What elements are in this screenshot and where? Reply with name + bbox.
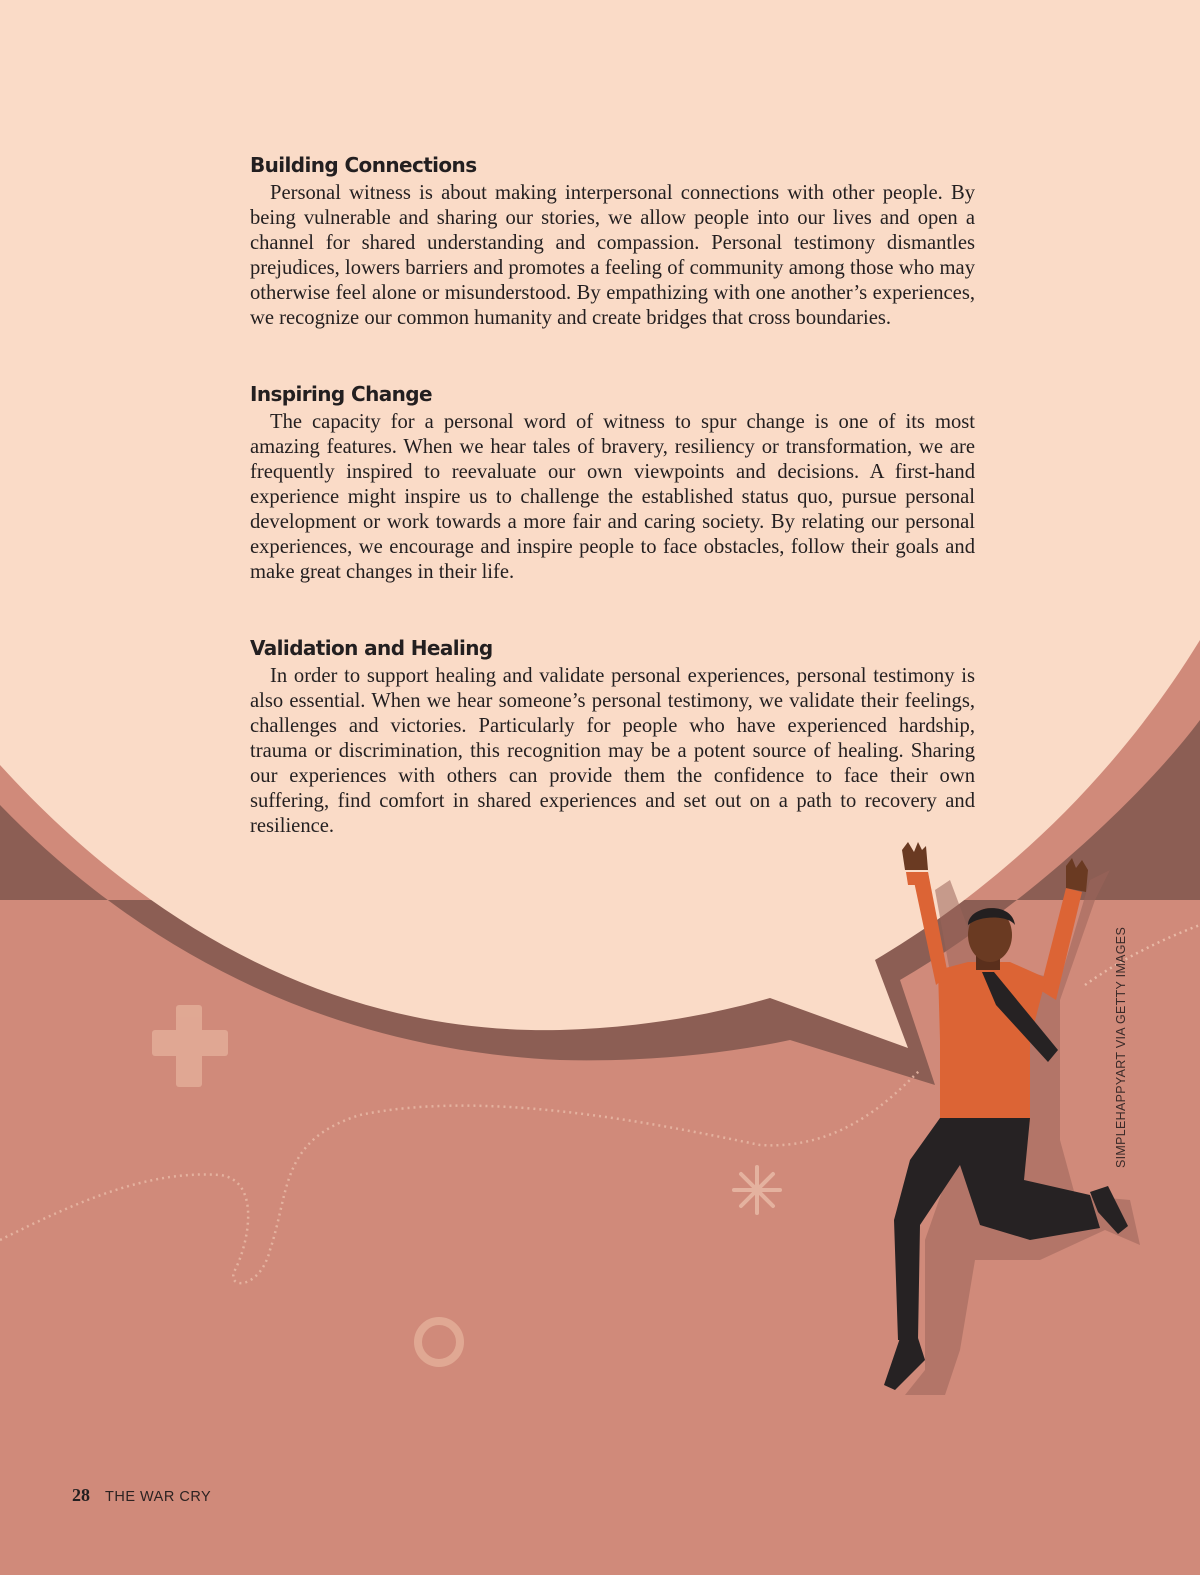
section-inspiring-change	[250, 381, 975, 585]
section-body: The capacity for a personal word of witness to spur change is one of its most amazing features. When we hear tales of bravery, resiliency or transformation, we are frequently inspired to reevaluate our own viewpoints and decisions. A first-hand experience might inspire us to challenge the established status quo, pursue personal development or work towards a more fair and caring society. By relating our personal experiences, we encourage and inspire people to face obstacles, follow their goals and make great changes in their life.	[250, 411, 975, 583]
section-body: Personal witness is about making interpersonal connections with other people. By being vulnerable and sharing our stories, we allow people into our lives and open a channel for shared understanding and compassion. Personal testimony dismantles prejudices, lowers barriers and promotes a feeling of community among those who may otherwise feel alone or misunderstood. By empathizing with one another’s experiences, we recognize our common humanity and create bridges that cross boundaries.	[250, 182, 975, 329]
section-validation-and-healing	[250, 635, 975, 839]
section-body: In order to support healing and validate personal experiences, personal testimony is also essential. When we hear someone’s personal testimony, we validate their feelings, challenges and victories. Particularly for people who have experienced hardship, trauma or discrimination, this recognition may be a potent source of healing. Sharing our experiences with others can provide them the confidence to face their own suffering, find comfort in shared experiences and set out on a path to recovery and resilience.	[250, 665, 975, 837]
photo-credit: SIMPLEHAPPYART VIA GETTY IMAGES	[1114, 926, 1128, 1168]
page-footer	[72, 1485, 211, 1506]
asterisk-decoration	[734, 1167, 780, 1213]
magazine-name: THE WAR CRY	[105, 1489, 212, 1505]
section-building-connections	[250, 152, 975, 331]
page-number: 28	[72, 1485, 90, 1505]
article-content	[250, 152, 975, 889]
section-heading: Validation and Healing	[250, 636, 493, 660]
section-heading: Building Connections	[250, 153, 477, 177]
section-heading: Inspiring Change	[250, 382, 432, 406]
